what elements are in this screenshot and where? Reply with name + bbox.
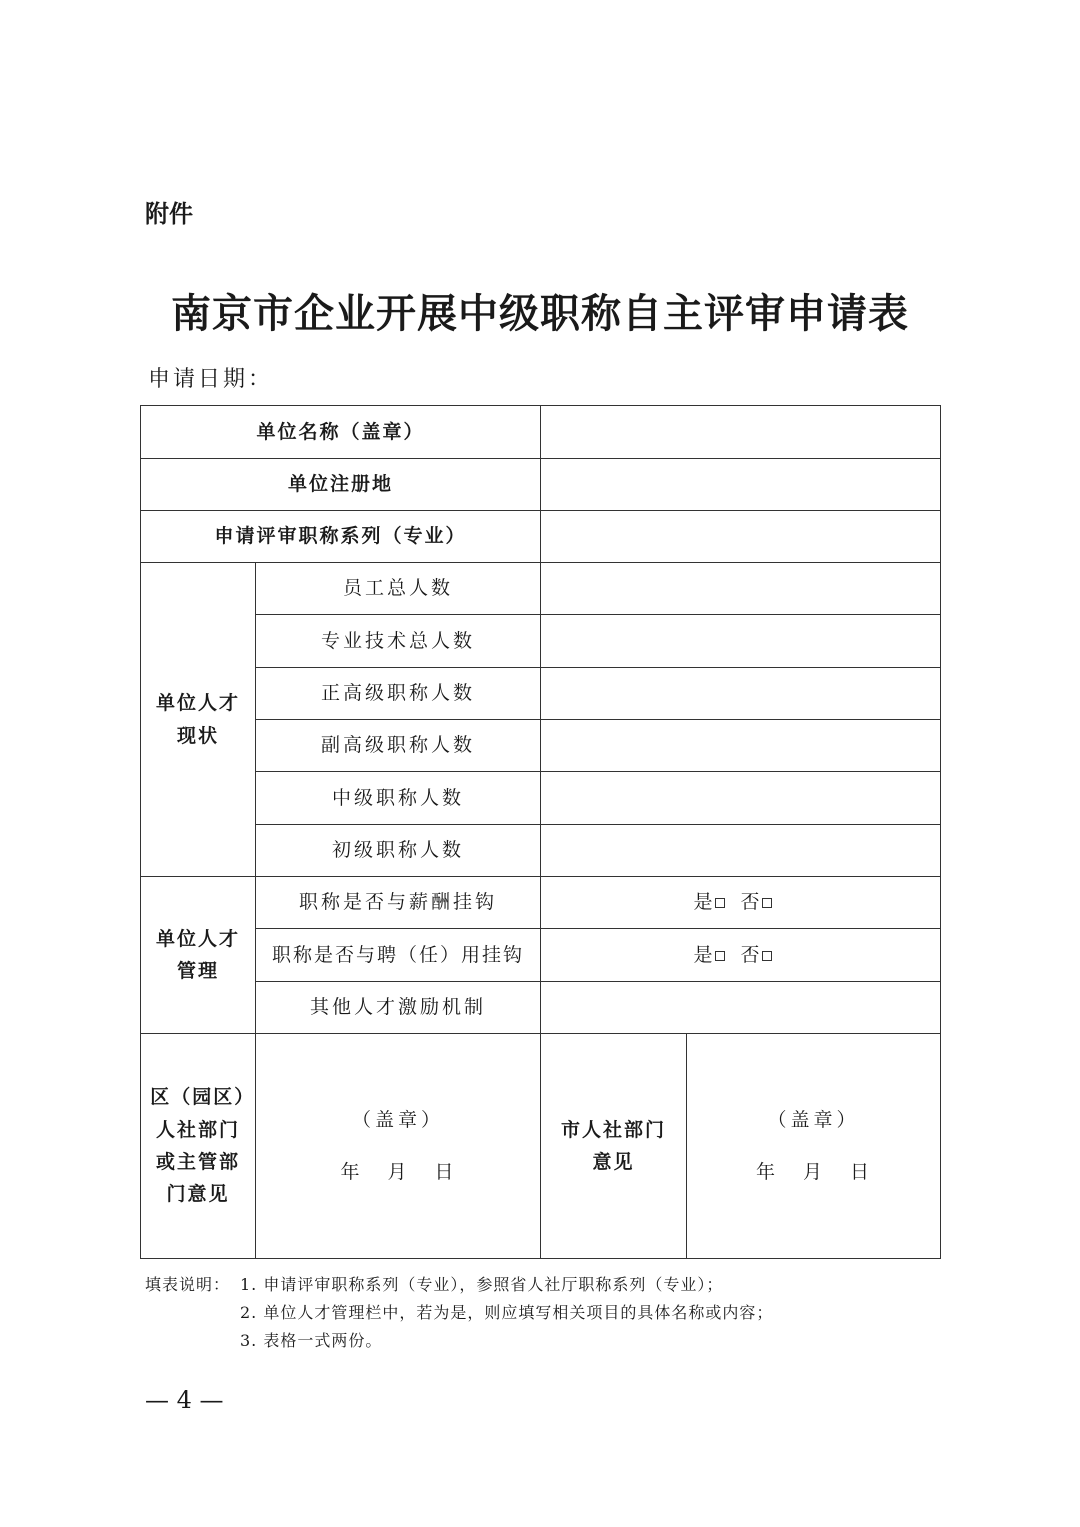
date-label: 年 月 日 [755, 1161, 872, 1183]
talent-management-group [141, 877, 256, 1034]
professional-staff-field[interactable] [541, 615, 941, 668]
no-checkbox[interactable] [762, 951, 772, 961]
page-number: — 4 — [145, 1386, 224, 1414]
yes-label: 是 [693, 891, 713, 914]
talent-status-row-label: 正高级职称人数 [256, 668, 541, 720]
talent-management-row-label: 其他人才激励机制 [256, 982, 541, 1034]
talent-management-label: 单位人才管理 [155, 927, 240, 982]
talent-status-row-label: 副高级职称人数 [256, 720, 541, 772]
talent-management-row-label: 职称是否与聘（任）用挂钩 [256, 929, 541, 982]
application-form [140, 405, 941, 1259]
district-opinion-field[interactable] [256, 1034, 541, 1259]
city-opinion-label: 市人社部门意见 [561, 1118, 667, 1173]
deputy-senior-title-count-field[interactable] [541, 720, 941, 772]
instruction-item: 3. 表格一式两份。 [240, 1331, 383, 1350]
salary-link-options [541, 877, 941, 929]
document-title: 南京市企业开展中级职称自主评审申请表 [171, 291, 909, 337]
other-incentive-field[interactable] [541, 982, 941, 1034]
talent-status-row-label: 初级职称人数 [256, 825, 541, 877]
date-label: 年 月 日 [340, 1161, 456, 1183]
talent-status-row-label: 员工总人数 [256, 563, 541, 615]
instructions-label: 填表说明： [145, 1275, 231, 1294]
talent-status-row-label: 专业技术总人数 [256, 615, 541, 668]
unit-registered-label: 单位注册地 [141, 459, 541, 511]
employment-link-options [541, 929, 941, 982]
seal-label: （盖章） [352, 1108, 445, 1131]
yes-label: 是 [693, 943, 713, 966]
title-series-field[interactable] [541, 511, 941, 563]
talent-status-label: 单位人才现状 [155, 692, 240, 747]
junior-title-count-field[interactable] [541, 825, 941, 877]
city-opinion-field[interactable] [687, 1034, 941, 1259]
total-staff-field[interactable] [541, 563, 941, 615]
instruction-item: 1. 申请评审职称系列（专业），参照省人社厅职称系列（专业）； [240, 1275, 724, 1294]
fill-instructions [145, 1271, 773, 1355]
no-label: 否 [740, 943, 760, 966]
talent-status-row-label: 中级职称人数 [256, 772, 541, 825]
title-series-label: 申请评审职称系列（专业） [141, 511, 541, 563]
unit-registered-field[interactable] [541, 459, 941, 511]
unit-name-field[interactable] [541, 406, 941, 459]
instruction-item: 2. 单位人才管理栏中，若为是，则应填写相关项目的具体名称或内容； [240, 1303, 774, 1322]
seal-label: （盖章） [767, 1108, 860, 1131]
city-opinion-label-cell [541, 1034, 687, 1259]
talent-status-group [141, 563, 256, 877]
no-label: 否 [740, 891, 760, 914]
yes-checkbox[interactable] [715, 898, 725, 908]
yes-checkbox[interactable] [715, 951, 725, 961]
no-checkbox[interactable] [762, 898, 772, 908]
district-opinion-label-cell [141, 1034, 256, 1259]
intermediate-title-count-field[interactable] [541, 772, 941, 825]
apply-date-label: 申请日期： [148, 367, 274, 392]
attachment-label: 附件 [145, 200, 193, 228]
unit-name-label: 单位名称（盖章） [141, 406, 541, 459]
talent-management-row-label: 职称是否与薪酬挂钩 [256, 877, 541, 929]
senior-title-count-field[interactable] [541, 668, 941, 720]
district-opinion-label: 区（园区）人社部门或主管部门意见 [150, 1086, 246, 1206]
